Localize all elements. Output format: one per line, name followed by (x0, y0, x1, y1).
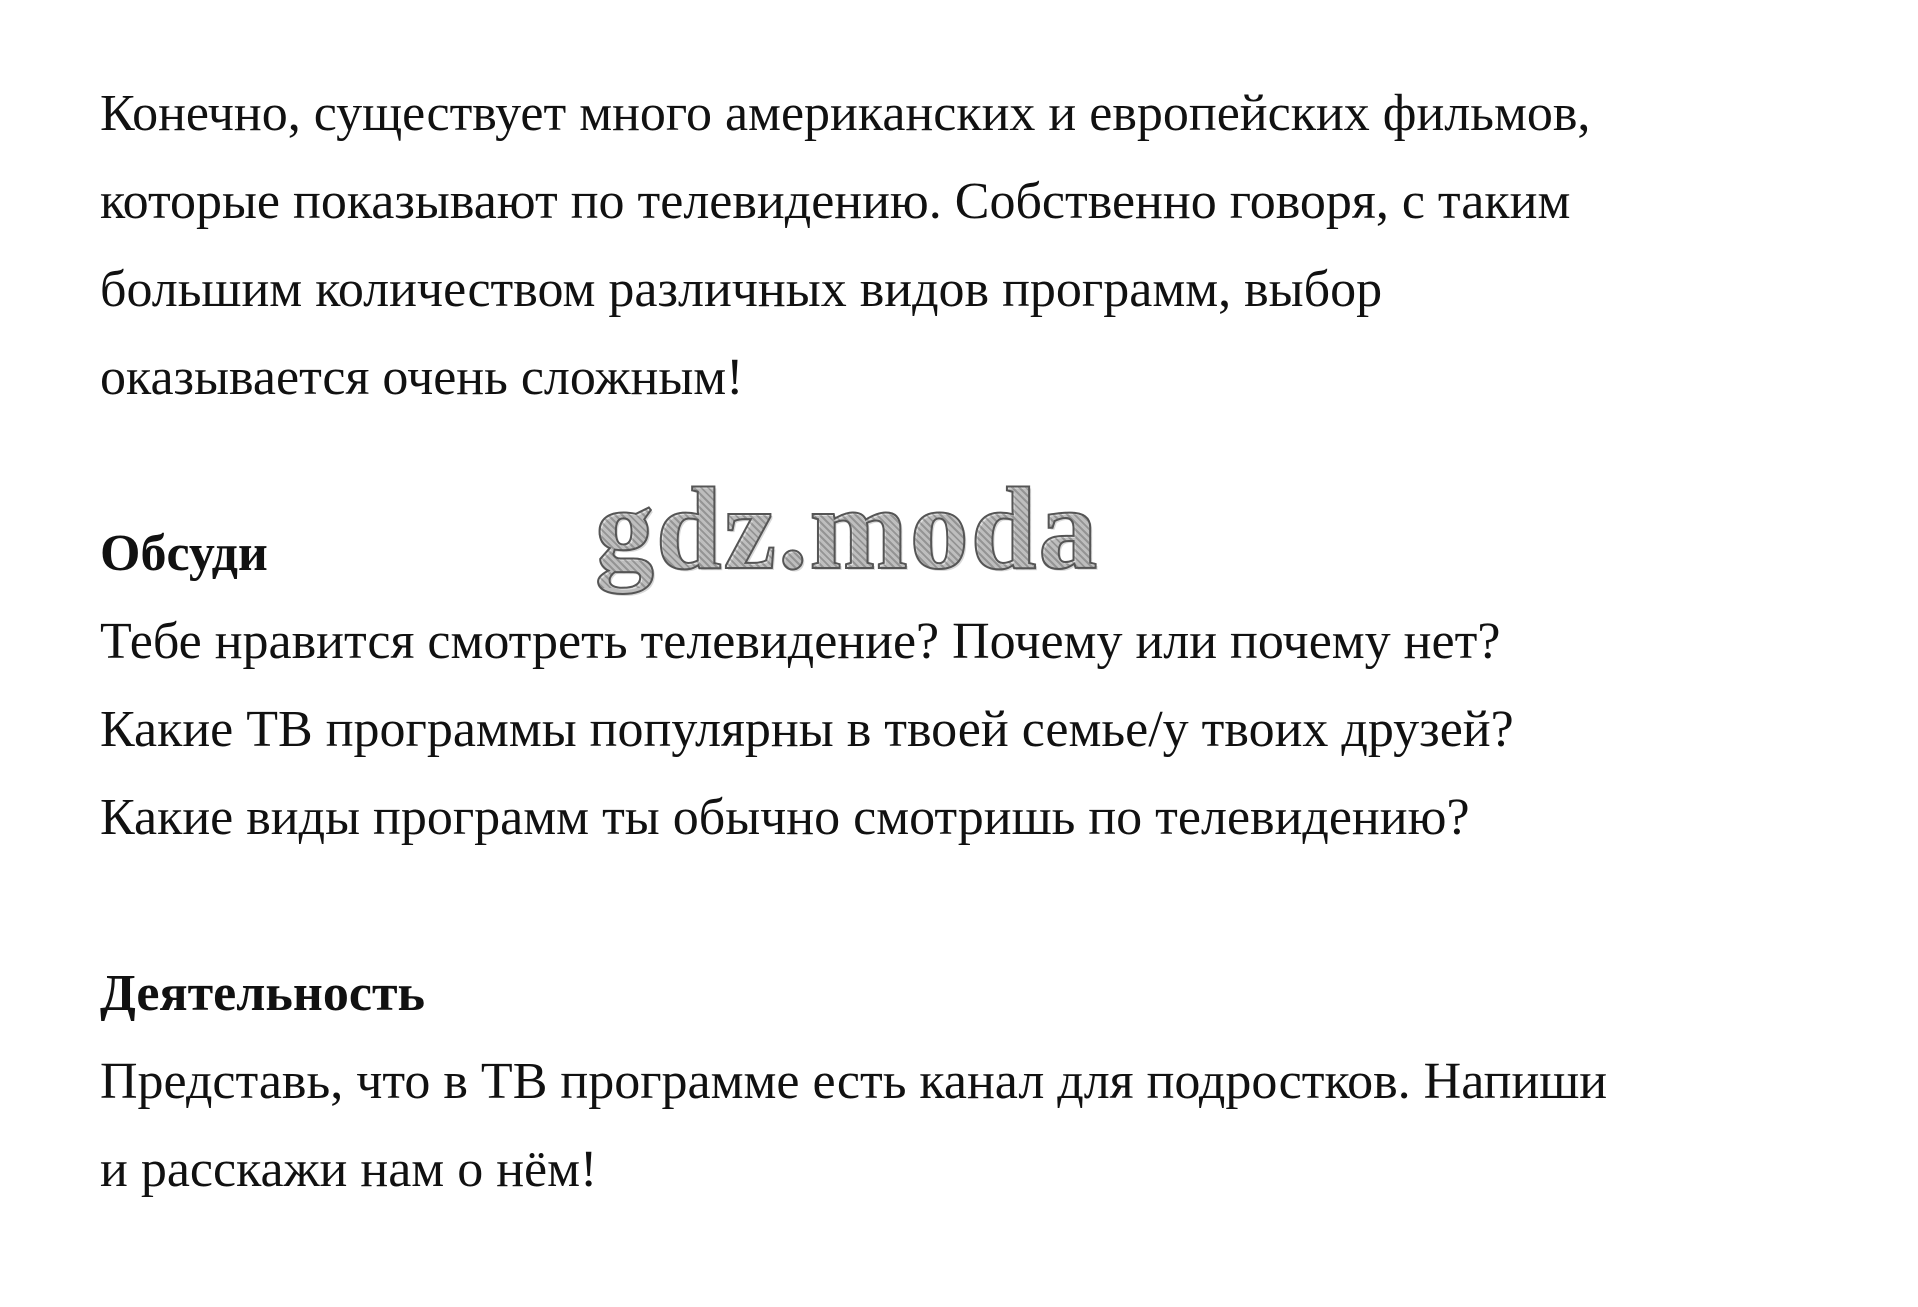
intro-line: большим количеством различных видов программ, выбор (100, 261, 1383, 318)
watermark-logo: gdz.moda (595, 463, 1100, 594)
discuss-section (100, 510, 1860, 862)
intro-line: оказывается очень сложным! (100, 349, 744, 406)
discuss-question: Какие ТВ программы популярны в твоей семье/у твоих друзей? (100, 701, 1514, 758)
intro-line: Конечно, существует много американских и европейских фильмов, (100, 85, 1591, 142)
discuss-question: Какие виды программ ты обычно смотришь по телевидению? (100, 789, 1470, 846)
activity-heading: Деятельность (100, 965, 425, 1022)
activity-line: и расскажи нам о нём! (100, 1141, 598, 1198)
discuss-question: Тебе нравится смотреть телевидение? Почему или почему нет? (100, 613, 1501, 670)
document-page (100, 70, 1860, 1214)
activity-line: Представь, что в ТВ программе есть канал для подростков. Напиши (100, 1053, 1608, 1110)
paragraph-gap (100, 422, 1860, 510)
activity-section (100, 950, 1860, 1214)
discuss-heading: Обсуди (100, 525, 268, 582)
paragraph-gap (100, 862, 1860, 950)
intro-line: которые показывают по телевидению. Собственно говоря, с таким (100, 173, 1571, 230)
intro-paragraph (100, 70, 1860, 422)
